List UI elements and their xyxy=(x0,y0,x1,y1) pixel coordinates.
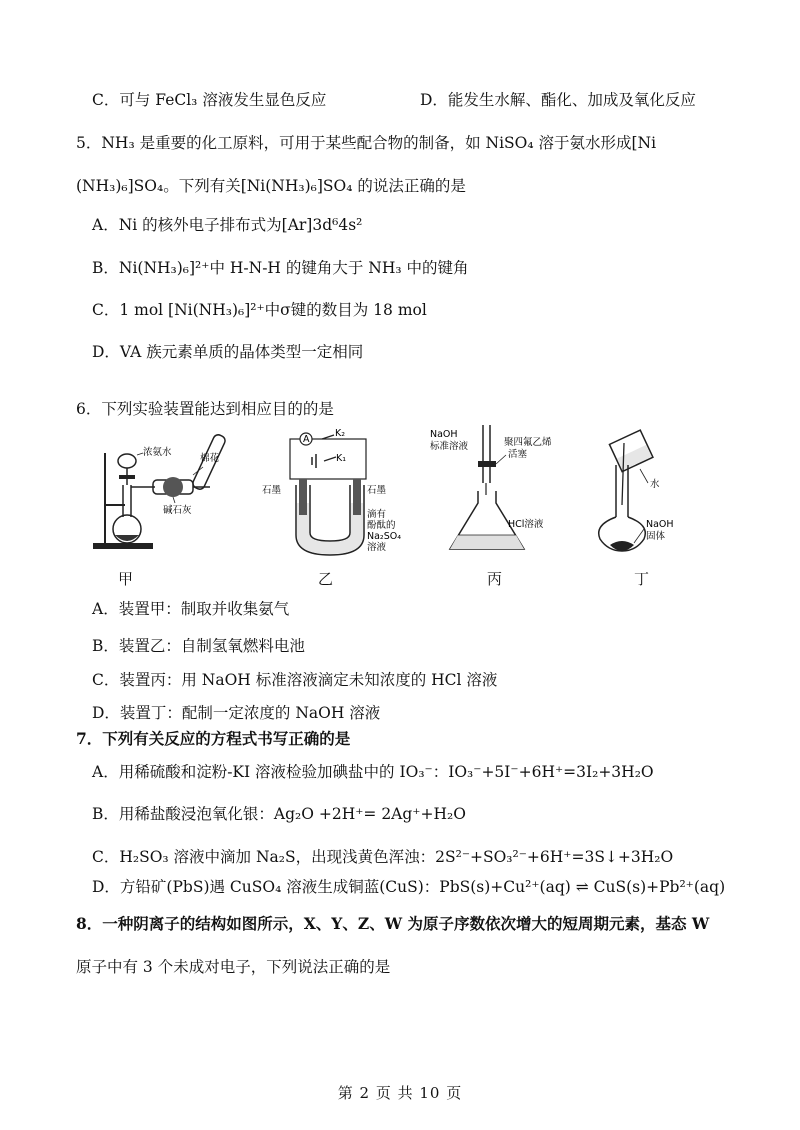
label-naoh-solid-1: NaOH xyxy=(646,519,674,530)
q7-option-c: C．H₂SO₃ 溶液中滴加 Na₂S，出现浅黄色浑浊：2S²⁻+SO₃²⁻+6H⁺=3S↓+3H₂O xyxy=(92,848,674,866)
caption-jia: 甲 xyxy=(118,570,134,588)
caption-ding: 丁 xyxy=(634,570,650,588)
q5-option-b: B．Ni(NH₃)₆]²⁺中 H-N-H 的键角大于 NH₃ 中的键角 xyxy=(92,259,469,277)
caption-yi: 乙 xyxy=(318,570,334,588)
q5-option-a: A．Ni 的核外电子排布式为[Ar]3d⁶4s² xyxy=(92,216,363,234)
label-naoh-solid-2: 固体 xyxy=(646,531,666,542)
q6-stem: 6．下列实验装置能达到相应目的的是 xyxy=(76,400,334,418)
q4-option-c: C．可与 FeCl₃ 溶液发生显色反应 xyxy=(92,91,327,109)
caption-bing: 丙 xyxy=(487,570,503,588)
q7-stem: 7．下列有关反应的方程式书写正确的是 xyxy=(76,729,351,748)
label-standard-solution: 标准溶液 xyxy=(430,441,469,452)
q6-option-a: A．装置甲：制取并收集氨气 xyxy=(92,600,290,618)
apparatus-yi-figure xyxy=(262,425,407,560)
label-phenolphthalein: 酚酞的 xyxy=(367,520,396,531)
q5-stem-line2: (NH₃)₆]SO₄。下列有关[Ni(NH₃)₆]SO₄ 的说法正确的是 xyxy=(76,177,466,195)
label-graphite-right: 石墨 xyxy=(367,485,387,496)
q4-option-d: D．能发生水解、酯化、加成及氧化反应 xyxy=(420,91,696,109)
label-naoh: NaOH xyxy=(430,429,458,440)
label-k1: K₁ xyxy=(336,453,347,464)
q5-option-c: C．1 mol [Ni(NH₃)₆]²⁺中σ键的数目为 18 mol xyxy=(92,301,427,319)
label-concentrated-ammonia: 浓氨水 xyxy=(143,447,172,458)
label-k2: K₂ xyxy=(335,428,346,439)
label-stopcock: 活塞 xyxy=(508,449,528,460)
label-ptfe: 聚四氟乙烯 xyxy=(504,437,552,448)
q6-option-d: D．装置丁：配制一定浓度的 NaOH 溶液 xyxy=(92,704,381,722)
q6-option-b: B．装置乙：自制氢氧燃料电池 xyxy=(92,637,305,655)
q6-option-c: C．装置丙：用 NaOH 标准溶液滴定未知浓度的 HCl 溶液 xyxy=(92,671,498,689)
q7-option-b: B．用稀盐酸浸泡氧化银：Ag₂O +2H⁺= 2Ag⁺+H₂O xyxy=(92,805,466,823)
label-with-dropped: 滴有 xyxy=(367,509,387,520)
q7-option-a: A．用稀硫酸和淀粉-KI 溶液检验加碘盐中的 IO₃⁻：IO₃⁻+5I⁻+6H⁺=3I₂+3H₂O xyxy=(92,763,654,781)
apparatus-jia-figure xyxy=(85,425,260,560)
page-footer: 第 2 页 共 10 页 xyxy=(337,1084,463,1102)
apparatus-bing-figure xyxy=(428,425,578,560)
q5-option-d: D．VA 族元素单质的晶体类型一定相同 xyxy=(92,343,364,361)
label-ammeter: A xyxy=(303,434,310,445)
label-cotton: 棉花 xyxy=(200,453,220,464)
label-soda-lime: 碱石灰 xyxy=(163,505,192,516)
q5-stem-line1: 5．NH₃ 是重要的化工原料，可用于某些配合物的制备，如 NiSO₄ 溶于氨水形成[Ni xyxy=(76,134,657,152)
q8-stem-line1: 8．一种阴离子的结构如图所示，X、Y、Z、W 为原子序数依次增大的短周期元素，基态 W xyxy=(76,914,710,933)
label-graphite-left: 石墨 xyxy=(262,485,282,496)
apparatus-ding-figure xyxy=(588,425,698,560)
label-solution: 溶液 xyxy=(367,542,387,553)
label-hcl-solution: HCl溶液 xyxy=(508,519,544,530)
q7-option-d: D．方铅矿(PbS)遇 CuSO₄ 溶液生成铜蓝(CuS)：PbS(s)+Cu²⁺(aq) ⇌ CuS(s)+Pb²⁺(aq) xyxy=(92,878,726,896)
label-na2so4: Na₂SO₄ xyxy=(367,531,402,542)
label-water: 水 xyxy=(650,479,660,490)
q8-stem-line2: 原子中有 3 个未成对电子，下列说法正确的是 xyxy=(76,958,391,976)
